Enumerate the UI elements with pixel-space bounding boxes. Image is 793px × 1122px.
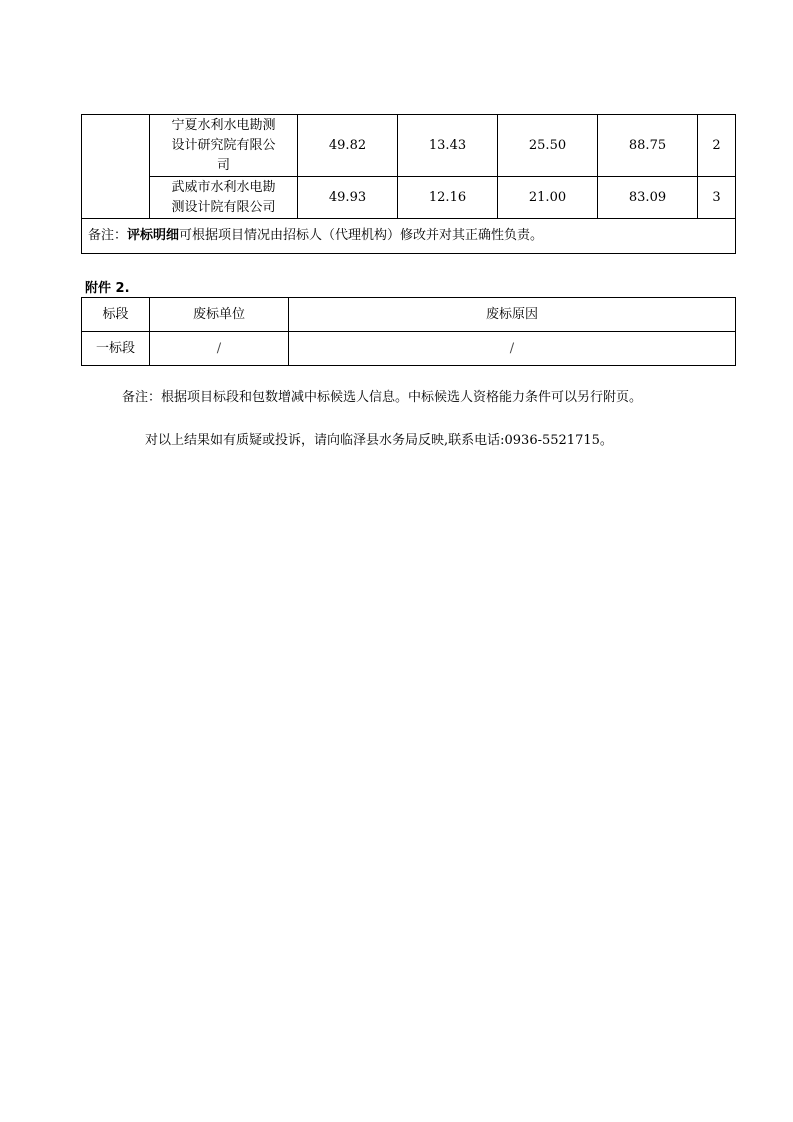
table-header-row [82,298,736,332]
total-score-cell: 83.09 [598,177,698,219]
rank-cell: 3 [698,177,736,219]
attachment-title: 附件 2. [85,281,130,296]
rank-cell: 2 [698,115,736,177]
score-cell: 49.82 [298,115,398,177]
table-row [82,332,736,366]
company-name-line: 宁夏水利水电勘测 [171,117,276,133]
table-row [82,177,736,219]
table-row [82,219,736,254]
table-row [82,115,736,177]
evaluation-results-table [81,114,736,254]
note-text: 可根据项目情况由招标人（代理机构）修改并对其正确性负责。 [179,228,544,243]
disqualified-bids-table [81,297,736,366]
disqualified-unit-cell: / [150,332,289,366]
section-cell [82,115,150,219]
total-score-cell: 88.75 [598,115,698,177]
company-name-line: 测设计院有限公司 [171,199,276,215]
score-cell: 13.43 [398,115,498,177]
score-cell: 12.16 [398,177,498,219]
company-name-line: 司 [216,157,230,173]
section-cell: 一标段 [82,332,150,366]
company-name-cell [150,115,298,177]
score-cell: 25.50 [498,115,598,177]
contact-paragraph: 对以上结果如有质疑或投诉，请向临泽县水务局反映,联系电话:0936-5521715。 [145,433,613,448]
note-prefix: 备注： [88,228,128,243]
company-name-line: 武威市水利水电勘 [171,179,276,195]
column-header: 废标单位 [150,298,289,332]
column-header: 标段 [82,298,150,332]
column-header: 废标原因 [289,298,736,332]
remark-paragraph: 备注：根据项目标段和包数增减中标候选人信息。中标候选人资格能力条件可以另行附页。 [122,390,643,405]
score-cell: 21.00 [498,177,598,219]
company-name-cell [150,177,298,219]
score-cell: 49.93 [298,177,398,219]
disqualification-reason-cell: / [289,332,736,366]
company-name-line: 设计研究院有限公 [171,137,276,153]
table-note [82,219,736,254]
note-emphasis: 评标明细 [127,228,180,243]
